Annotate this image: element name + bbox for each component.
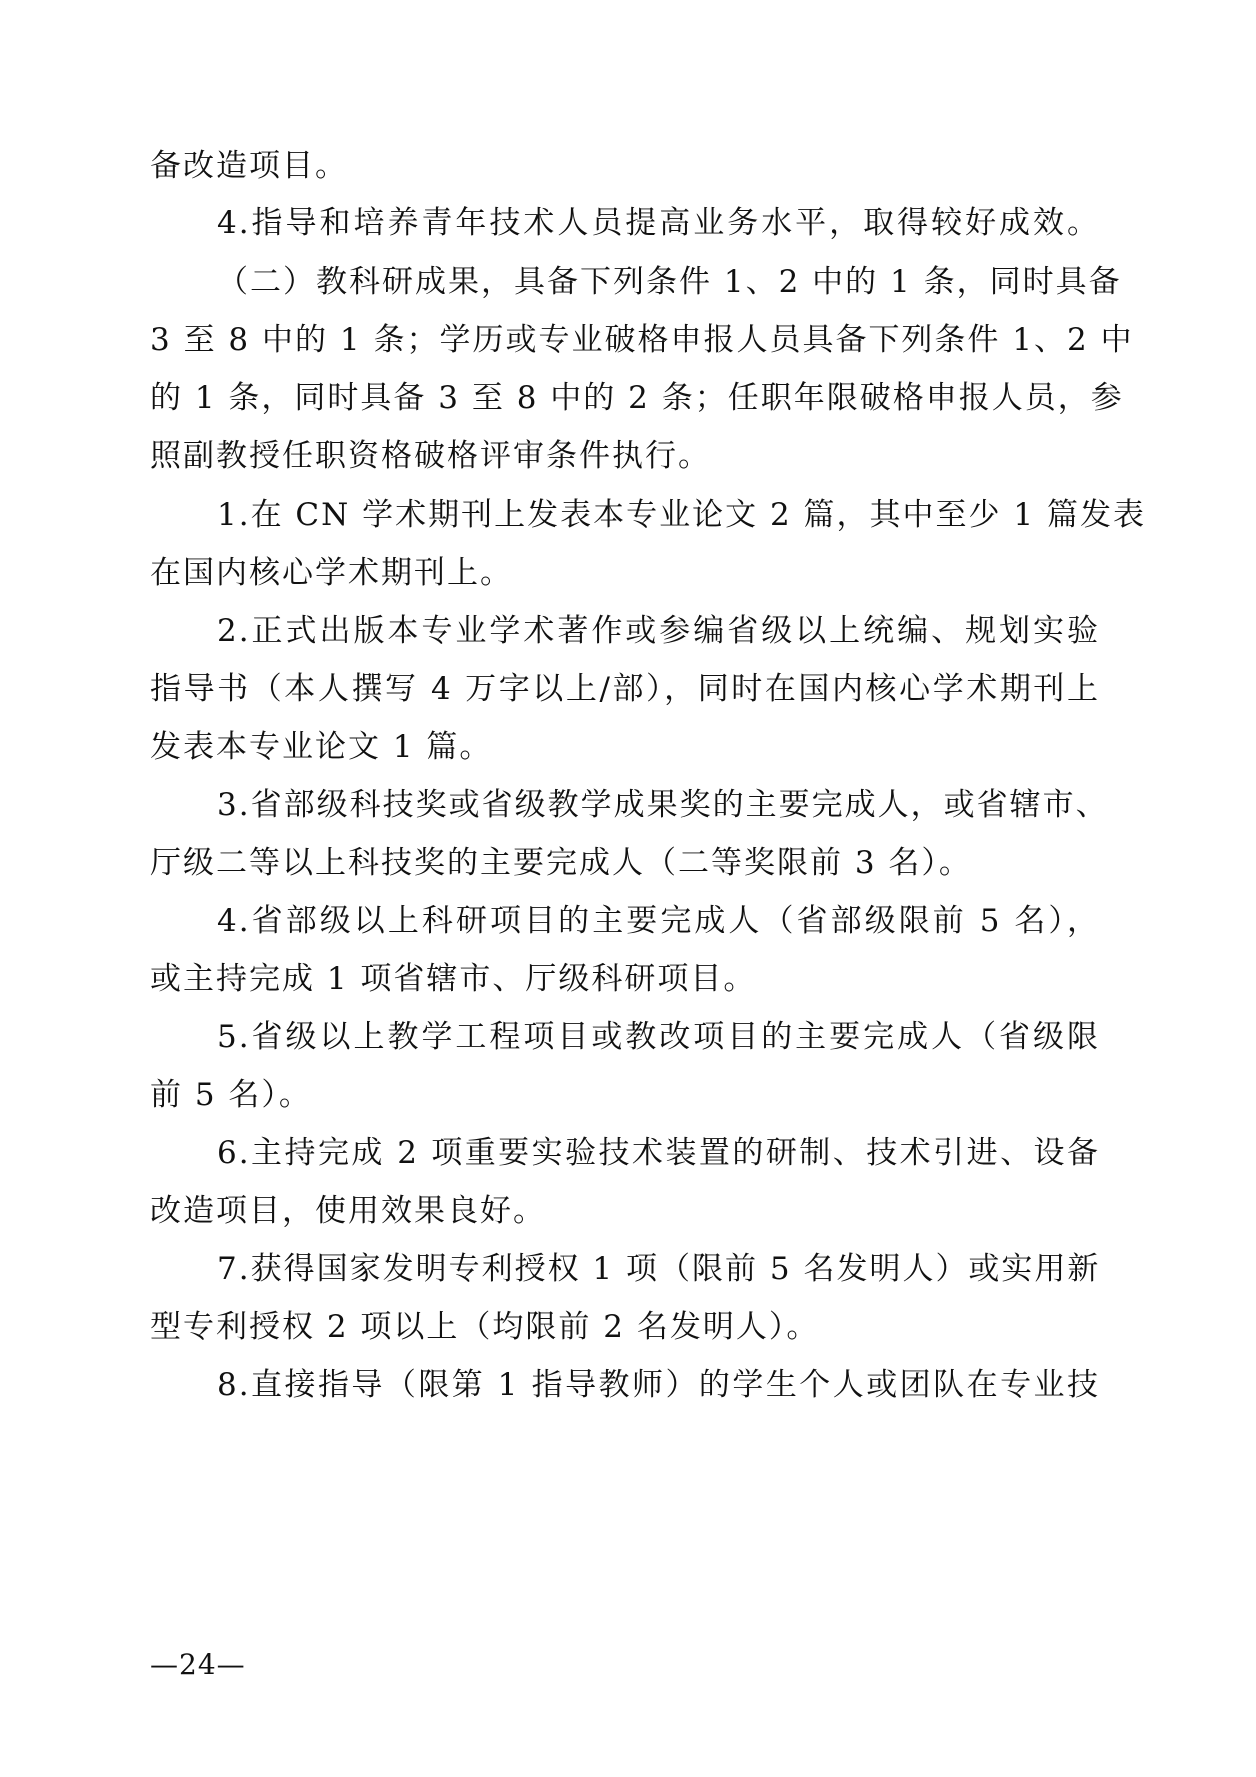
text-line: 3 至 8 中的 1 条；学历或专业破格申报人员具备下列条件 1、2 中 <box>150 322 1134 358</box>
text-line: 4.指导和培养青年技术人员提高业务水平，取得较好成效。 <box>217 205 1100 241</box>
text-line: 备改造项目。 <box>150 148 348 184</box>
text-line: 型专利授权 2 项以上（均限前 2 名发明人）。 <box>150 1309 820 1345</box>
text-line: 5.省级以上教学工程项目或教改项目的主要完成人（省级限 <box>217 1019 1100 1055</box>
text-line: 在国内核心学术期刊上。 <box>150 555 513 591</box>
text-line: 前 5 名）。 <box>150 1077 312 1113</box>
text-line: 厅级二等以上科技奖的主要完成人（二等奖限前 3 名）。 <box>150 845 972 881</box>
text-line: 7.获得国家发明专利授权 1 项（限前 5 名发明人）或实用新 <box>217 1251 1101 1287</box>
text-line: 2.正式出版本专业学术著作或参编省级以上统编、规划实验 <box>217 613 1100 649</box>
text-line: 8.直接指导（限第 1 指导教师）的学生个人或团队在专业技 <box>217 1367 1100 1403</box>
text-line: 3.省部级科技奖或省级教学成果奖的主要完成人，或省辖市、 <box>217 787 1109 823</box>
text-line: 的 1 条，同时具备 3 至 8 中的 2 条；任职年限破格申报人员，参 <box>150 380 1124 416</box>
text-line: 4.省部级以上科研项目的主要完成人（省部级限前 5 名）， <box>217 903 1100 939</box>
page-number: —24— <box>150 1648 246 1681</box>
text-line: 1.在 CN 学术期刊上发表本专业论文 2 篇，其中至少 1 篇发表 <box>217 497 1146 533</box>
text-line: 发表本专业论文 1 篇。 <box>150 729 493 765</box>
text-line: 或主持完成 1 项省辖市、厅级科研项目。 <box>150 961 757 997</box>
text-line: 改造项目，使用效果良好。 <box>150 1193 546 1229</box>
text-line: 6.主持完成 2 项重要实验技术装置的研制、技术引进、设备 <box>217 1135 1100 1171</box>
text-line: （二）教科研成果，具备下列条件 1、2 中的 1 条，同时具备 <box>217 264 1122 300</box>
text-line: 照副教授任职资格破格评审条件执行。 <box>150 438 711 474</box>
text-line: 指导书（本人撰写 4 万字以上/部），同时在国内核心学术期刊上 <box>150 671 1100 707</box>
